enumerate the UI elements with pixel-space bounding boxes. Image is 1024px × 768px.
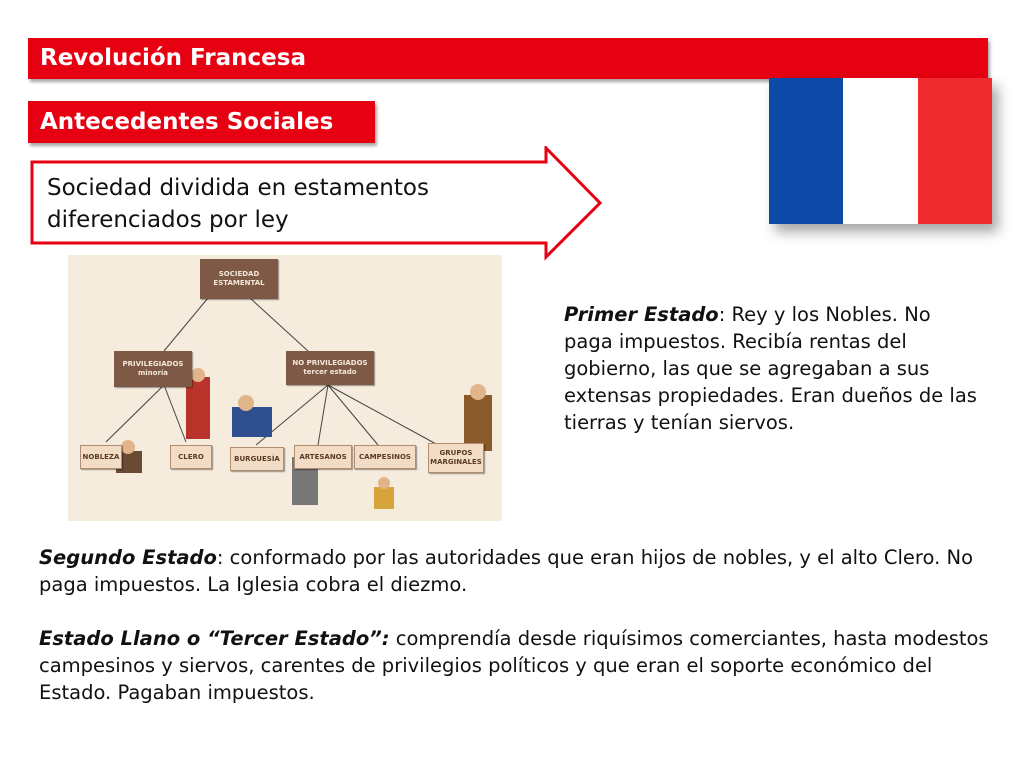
diagram-leaf-grupos-marginales: GRUPOS MARGINALES [428,443,484,473]
segundo-estado-paragraph [39,544,999,598]
primer-estado-term: Primer Estado [564,303,719,326]
diagram-connectors [68,255,502,521]
slide-title: Revolución Francesa [28,38,988,79]
arrow-text: Sociedad dividida en estamentos diferenciados por ley [47,175,429,233]
society-diagram [68,255,502,521]
segundo-estado-text: : conformado por las autoridades que eran hijos de nobles, y el alto Clero. No paga impuestos. La Iglesia cobra el diezmo. [39,546,973,596]
tercer-estado-term: Estado Llano o “Tercer Estado”: [39,627,390,650]
tercer-estado-text: comprendía desde riquísimos comerciantes, hasta modestos campesinos y siervos, carentes de privilegios políticos y que eran el soporte económico del Estado. Pagaban impuestos. [39,627,989,704]
diagram-leaf-burguesia: BURGUESÍA [230,447,284,471]
primer-estado-paragraph [564,301,984,436]
primer-estado-text: : Rey y los Nobles. No paga impuestos. Recibía rentas del gobierno, las que se agregaban a sus extensas propiedades. Eran dueños de las tierras y tenían siervos. [564,303,977,434]
diagram-root-box: SOCIEDAD ESTAMENTAL [200,259,278,299]
tercer-estado-paragraph [39,625,999,706]
diagram-nonprivileged-box: NO PRIVILEGIADOS tercer estado [286,351,374,385]
diagram-leaf-artesanos: ARTESANOS [294,445,352,469]
flag-white-stripe [843,78,917,224]
slide-subtitle: Antecedentes Sociales [28,101,375,143]
flag-blue-stripe [769,78,843,224]
diagram-leaf-clero: CLERO [170,445,212,469]
diagram-leaf-campesinos: CAMPESINOS [354,445,416,469]
segundo-estado-term: Segundo Estado [39,546,217,569]
diagram-leaf-nobleza: NOBLEZA [80,445,122,469]
french-flag-image [769,78,992,224]
diagram-privileged-box: PRIVILEGIADOS minoría [114,351,192,387]
figure-illustrations [116,368,492,509]
flag-red-stripe [918,78,992,224]
